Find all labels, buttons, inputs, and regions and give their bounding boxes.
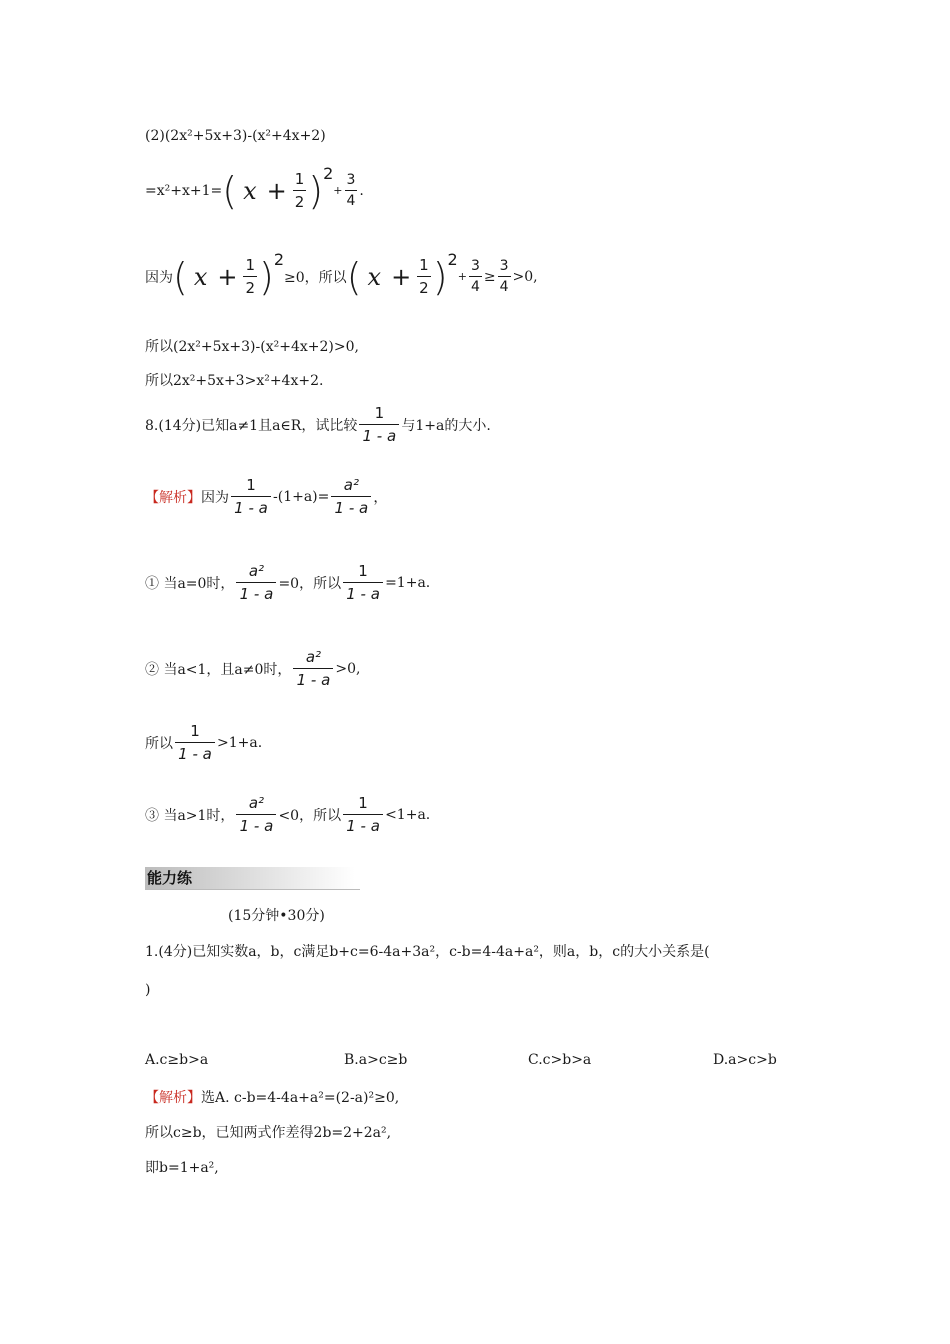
exponent: 2 xyxy=(323,164,334,183)
fraction: $\frac{1}{1 - a}$ xyxy=(343,794,383,835)
option-c: C.c>b>a xyxy=(528,1052,592,1068)
case-2: ② 当a<1，且a≠0时， $\frac{\text{a²}}{1 - a}$ >0, xyxy=(145,648,361,689)
option-a: A.c≥b>a xyxy=(145,1052,209,1068)
text-line: 所以c≥b，已知两式作差得2b=2+2a², xyxy=(145,1125,392,1141)
left-paren: ( xyxy=(173,254,188,299)
text-line: 所以2x²+5x+3>x²+4x+2. xyxy=(145,373,324,389)
fraction: $\frac{\text{a²}}{1 - a}$ xyxy=(331,476,371,517)
answer-tag: 【解析】 xyxy=(145,1090,201,1106)
fraction: $\frac{1}{2}$ xyxy=(419,256,429,297)
fraction: $\frac{1}{1 - a}$ xyxy=(359,404,399,445)
fraction: $\frac{3}{4}$ xyxy=(346,172,356,209)
expression: =x²+x+1= xyxy=(145,182,223,199)
right-paren: ) xyxy=(308,168,324,213)
section-time: (15分钟•30分) xyxy=(228,908,325,924)
math-variable: x xyxy=(243,176,257,205)
case-1: ① 当a=0时， $\frac{\text{a²}}{1 - a}$ =0，所以 $\frac{1}{1 - a}$ =1+a. xyxy=(145,562,431,603)
question-1-stem: 1.(4分)已知实数a，b，c满足b+c=6-4a+3a²，c-b=4-4a+a²，则a，b，c的大小关系是( xyxy=(145,944,710,960)
fraction: $\frac{\text{a²}}{1 - a}$ xyxy=(236,562,276,603)
fraction: $\frac{1}{1 - a}$ xyxy=(175,722,215,763)
text-line: 因为 ( x + $\frac{1}{2}$ ) 2 ≥0，所以 ( x + $\frac{1}{2}$ ) 2 + $\frac{3}{4}$ ≥ $\frac{3}{4}$ >0, xyxy=(145,250,538,299)
case-3: ③ 当a>1时， $\frac{\text{a²}}{1 - a}$ <0，所以 $\frac{1}{1 - a}$ <1+a. xyxy=(145,794,431,835)
question-1-stem-close: ) xyxy=(145,982,151,998)
fraction: $\frac{3}{4}$ xyxy=(470,258,480,295)
left-paren: ( xyxy=(222,168,238,213)
right-paren: ) xyxy=(259,254,274,299)
right-paren: ) xyxy=(432,254,448,299)
fraction: $\frac{\text{a²}}{1 - a}$ xyxy=(236,794,276,835)
fraction: $\frac{1}{1 - a}$ xyxy=(343,562,383,603)
math-operator: + xyxy=(333,184,343,197)
fraction: $\frac{1}{1 - a}$ xyxy=(231,476,271,517)
left-paren: ( xyxy=(346,254,362,299)
math-operator: + xyxy=(266,176,287,205)
option-b: B.a>c≥b xyxy=(344,1052,408,1068)
question-8-stem: 8.(14分)已知a≠1且a∈R，试比较 $\frac{1}{1 - a}$ 与1+a的大小. xyxy=(145,404,491,445)
question-1-answer: 【解析】 选A. c-b=4-4a+a²=(2-a)²≥0, xyxy=(145,1087,399,1107)
question-8-answer: 【解析】 因为 $\frac{1}{1 - a}$ -(1+a)= $\frac{\text{a²}}{1 - a}$ ， xyxy=(145,476,388,517)
text-line: =x²+x+1= ( x + $\frac{1}{2}$ ) 2 + $\frac{3}{4}$ . xyxy=(145,164,364,213)
text-line xyxy=(145,128,326,144)
option-d: D.a>c>b xyxy=(713,1052,777,1068)
section-title: 能力练 xyxy=(147,869,193,887)
text-line: 即b=1+a², xyxy=(145,1160,219,1176)
fraction: $\frac{3}{4}$ xyxy=(499,258,509,295)
section-header xyxy=(145,867,355,889)
case-2-result: 所以 $\frac{1}{1 - a}$ >1+a. xyxy=(145,722,263,763)
expression: (2)(2x²+5x+3)-(x²+4x+2) xyxy=(145,128,326,144)
fraction: $\frac{\text{a²}}{1 - a}$ xyxy=(293,648,333,689)
answer-tag: 【解析】 xyxy=(145,489,201,506)
divider xyxy=(145,889,360,890)
fraction: $\frac{1}{2}$ xyxy=(294,170,305,211)
text-line: 所以(2x²+5x+3)-(x²+4x+2)>0, xyxy=(145,339,359,355)
fraction: $\frac{1}{2}$ xyxy=(245,256,256,297)
